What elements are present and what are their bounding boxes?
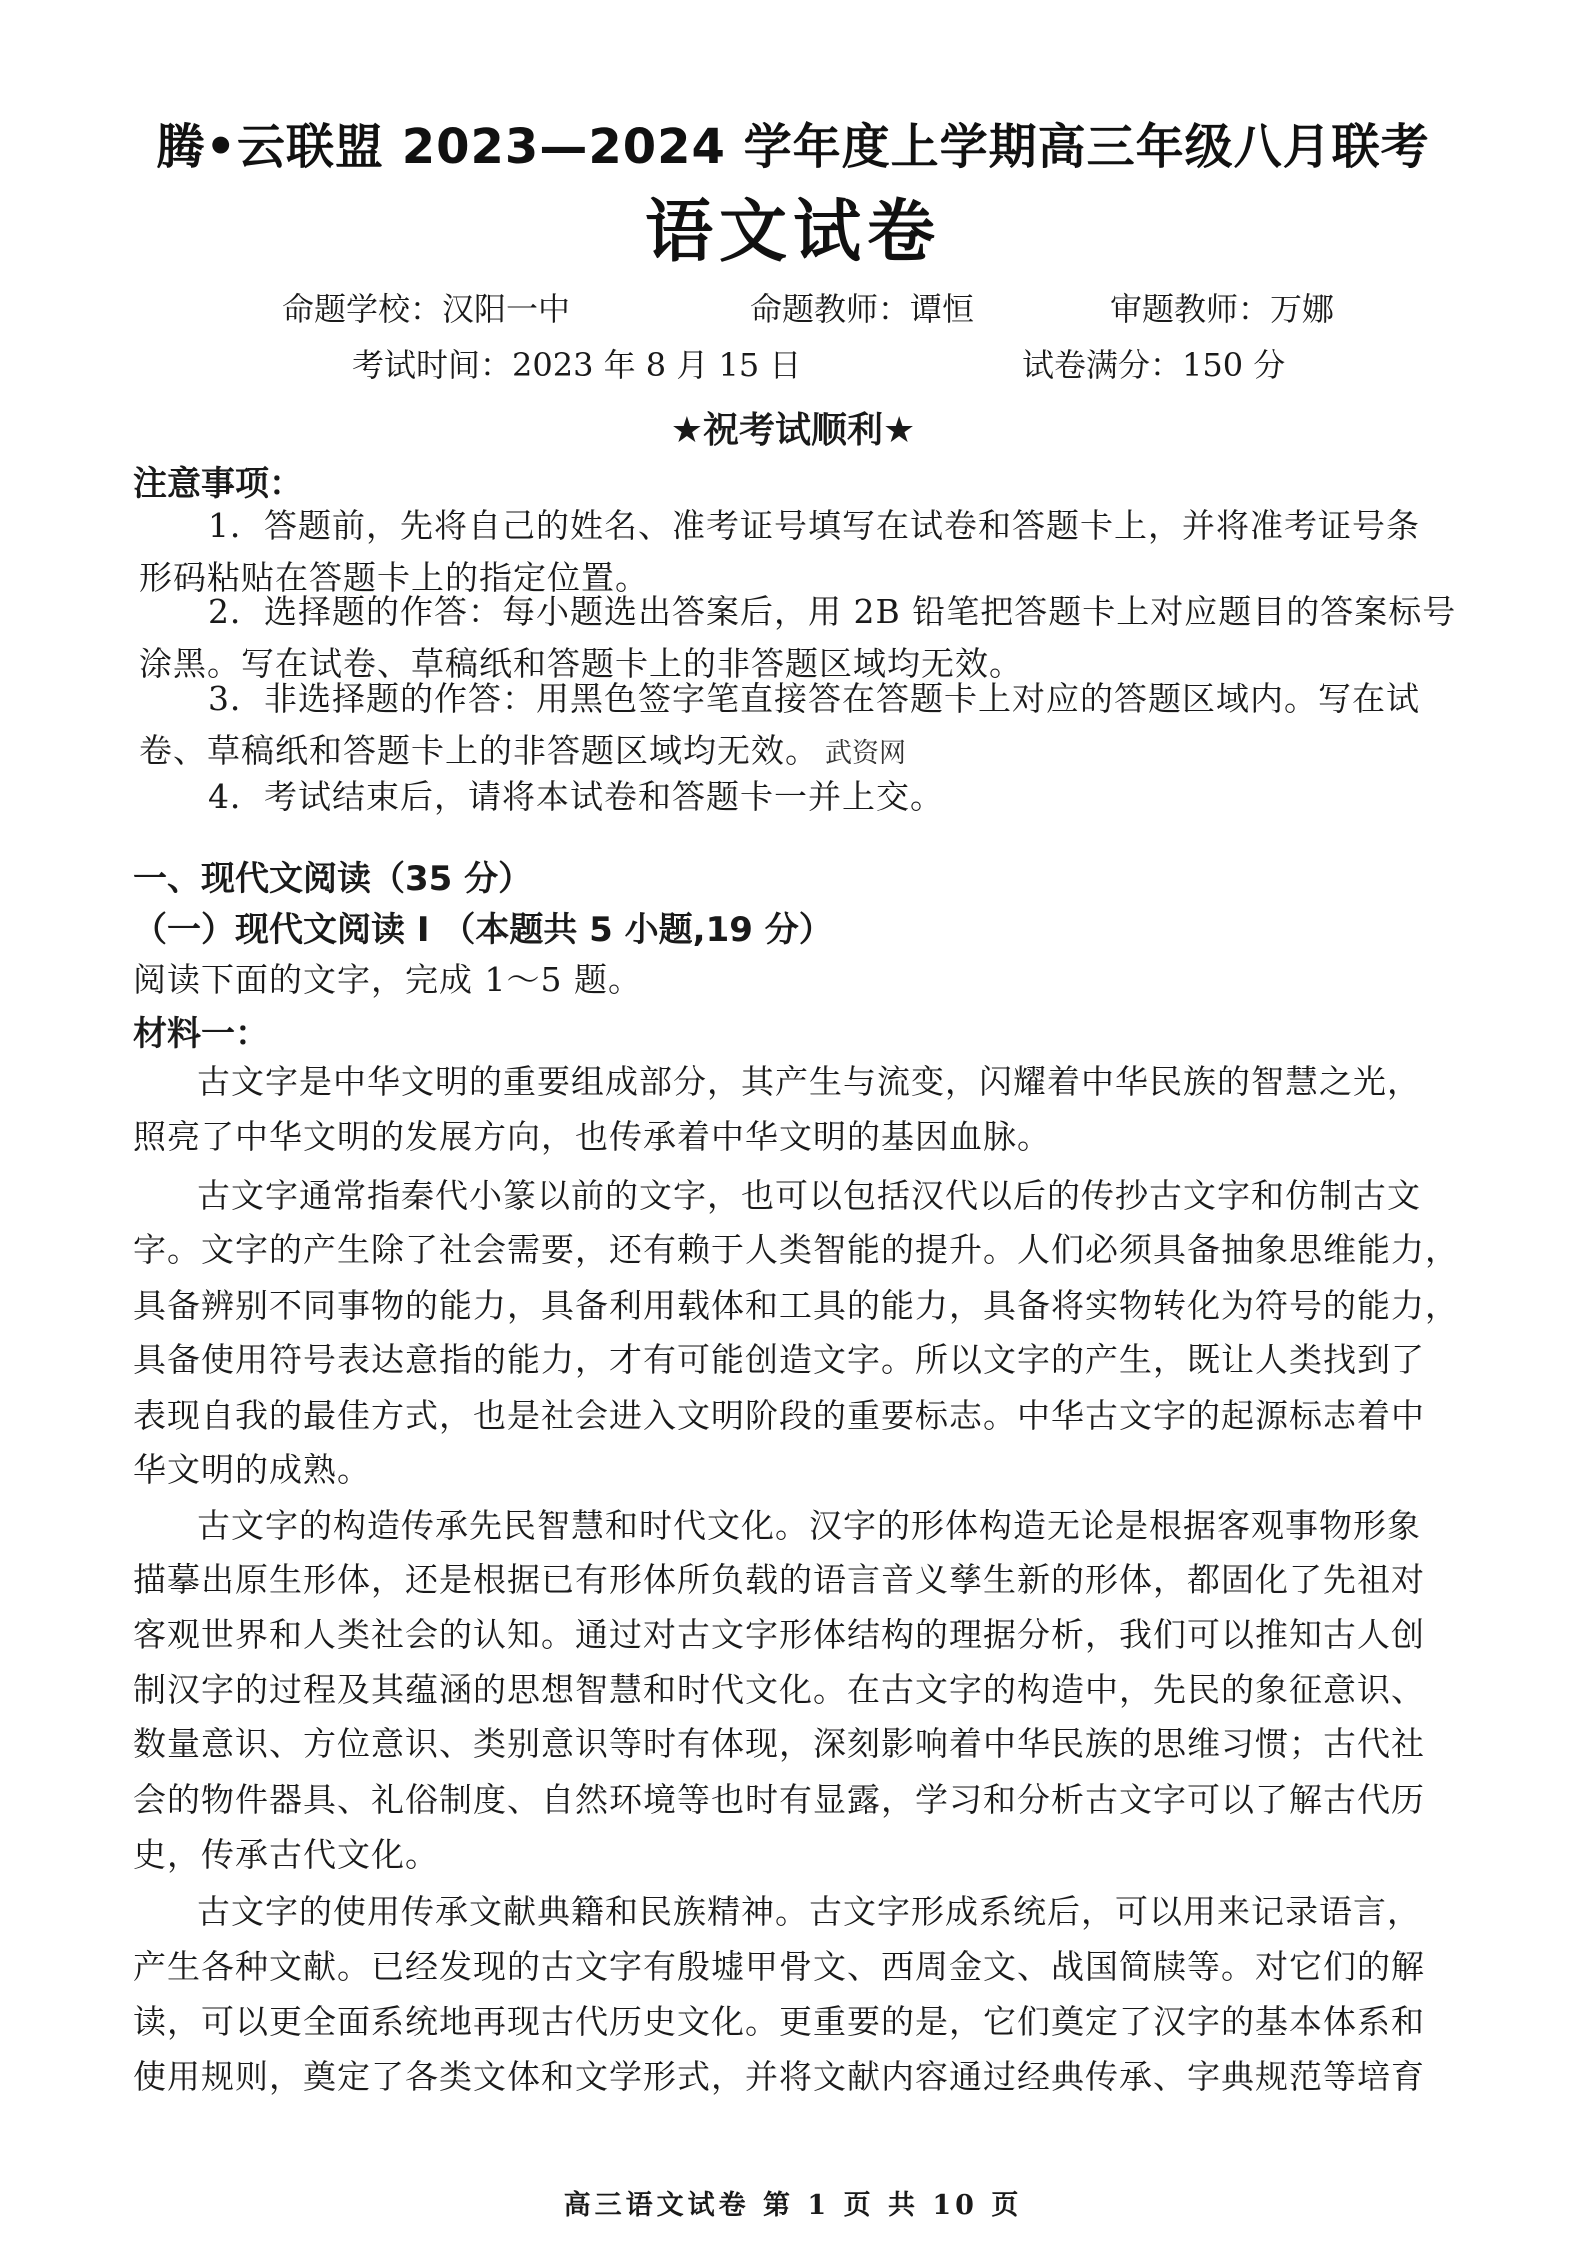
- passage-line: 描摹出原生形体，还是根据已有形体所负载的语言音义孳生新的形体，都固化了先祖对: [133, 1560, 1425, 1599]
- material-label: 材料一：: [133, 1014, 269, 1054]
- passage-line: 读，可以更全面系统地再现古代历史文化。更重要的是，它们奠定了汉字的基本体系和: [133, 2002, 1425, 2041]
- notice-line-with-watermark: [139, 725, 906, 772]
- exam-title: 腾•云联盟 2023—2024 学年度上学期高三年级八月联考: [156, 119, 1430, 175]
- passage-line: 具备使用符号表达意指的能力，才有可能创造文字。所以文字的产生，既让人类找到了: [133, 1340, 1425, 1379]
- passage-line: 制汉字的过程及其蕴涵的思想智慧和时代文化。在古文字的构造中，先民的象征意识、: [133, 1670, 1425, 1709]
- passage-line: 史，传承古代文化。: [133, 1835, 439, 1874]
- subsection-heading: （一）现代文阅读 I （本题共 5 小题,19 分）: [133, 910, 833, 950]
- passage-line: 会的物件器具、礼俗制度、自然环境等也时有显露，学习和分析古文字可以了解古代历: [133, 1780, 1425, 1819]
- passage-line: 使用规则，奠定了各类文体和文学形式，并将文献内容通过经典传承、字典规范等培育: [133, 2057, 1425, 2096]
- notice-line: 形码粘贴在答题卡上的指定位置。: [139, 558, 649, 597]
- passage-line: 表现自我的最佳方式，也是社会进入文明阶段的重要标志。中华古文字的起源标志着中: [133, 1396, 1425, 1435]
- passage-line: 照亮了中华文明的发展方向，也传承着中华文明的基因血脉。: [133, 1117, 1051, 1156]
- watermark-text: 武资网: [825, 738, 906, 769]
- passage-line: 古文字通常指秦代小篆以前的文字，也可以包括汉代以后的传抄古文字和仿制古文: [197, 1176, 1421, 1215]
- notice-line: 4．考试结束后，请将本试卷和答题卡一并上交。: [208, 777, 944, 816]
- passage-line: 产生各种文献。已经发现的古文字有殷墟甲骨文、西周金文、战国简牍等。对它们的解: [133, 1947, 1425, 1986]
- notice-line: 1．答题前，先将自己的姓名、准考证号填写在试卷和答题卡上，并将准考证号条: [208, 506, 1420, 545]
- good-luck-banner: ★祝考试顺利★: [670, 410, 916, 451]
- notice-heading: 注意事项：: [133, 464, 303, 504]
- passage-line: 华文明的成熟。: [133, 1450, 371, 1489]
- question-setter: 命题教师：谭恒: [750, 290, 975, 328]
- notice-line: 涂黑。写在试卷、草稿纸和答题卡上的非答题区域均无效。: [139, 644, 1023, 683]
- page-footer: 高三语文试卷 第 1 页 共 10 页: [563, 2190, 1023, 2221]
- setter-school: 命题学校：汉阳一中: [282, 290, 571, 328]
- notice-line: 卷、草稿纸和答题卡上的非答题区域均无效。: [139, 731, 819, 770]
- reading-instruction: 阅读下面的文字，完成 1～5 题。: [133, 960, 642, 999]
- subject-title: 语文试卷: [644, 193, 941, 272]
- passage-line: 客观世界和人类社会的认知。通过对古文字形体结构的理据分析，我们可以推知古人创: [133, 1615, 1425, 1654]
- passage-line: 古文字的使用传承文献典籍和民族精神。古文字形成系统后，可以用来记录语言，: [197, 1892, 1421, 1931]
- exam-date: 考试时间：2023 年 8 月 15 日: [352, 346, 802, 384]
- notice-line: 3．非选择题的作答：用黑色签字笔直接答在答题卡上对应的答题区域内。写在试: [208, 679, 1420, 718]
- section-heading: 一、现代文阅读（35 分）: [133, 859, 533, 899]
- passage-line: 古文字是中华文明的重要组成部分，其产生与流变，闪耀着中华民族的智慧之光，: [197, 1062, 1421, 1101]
- passage-line: 古文字的构造传承先民智慧和时代文化。汉字的形体构造无论是根据客观事物形象: [197, 1506, 1421, 1545]
- notice-line: 2．选择题的作答：每小题选出答案后，用 2B 铅笔把答题卡上对应题目的答案标号: [208, 592, 1457, 631]
- passage-line: 数量意识、方位意识、类别意识等时有体现，深刻影响着中华民族的思维习惯；古代社: [133, 1724, 1425, 1763]
- full-score: 试卷满分：150 分: [1022, 346, 1286, 384]
- question-reviewer: 审题教师：万娜: [1110, 290, 1335, 328]
- passage-line: 字。文字的产生除了社会需要，还有赖于人类智能的提升。人们必须具备抽象思维能力，: [133, 1230, 1459, 1269]
- passage-line: 具备辨别不同事物的能力，具备利用载体和工具的能力，具备将实物转化为符号的能力，: [133, 1286, 1459, 1325]
